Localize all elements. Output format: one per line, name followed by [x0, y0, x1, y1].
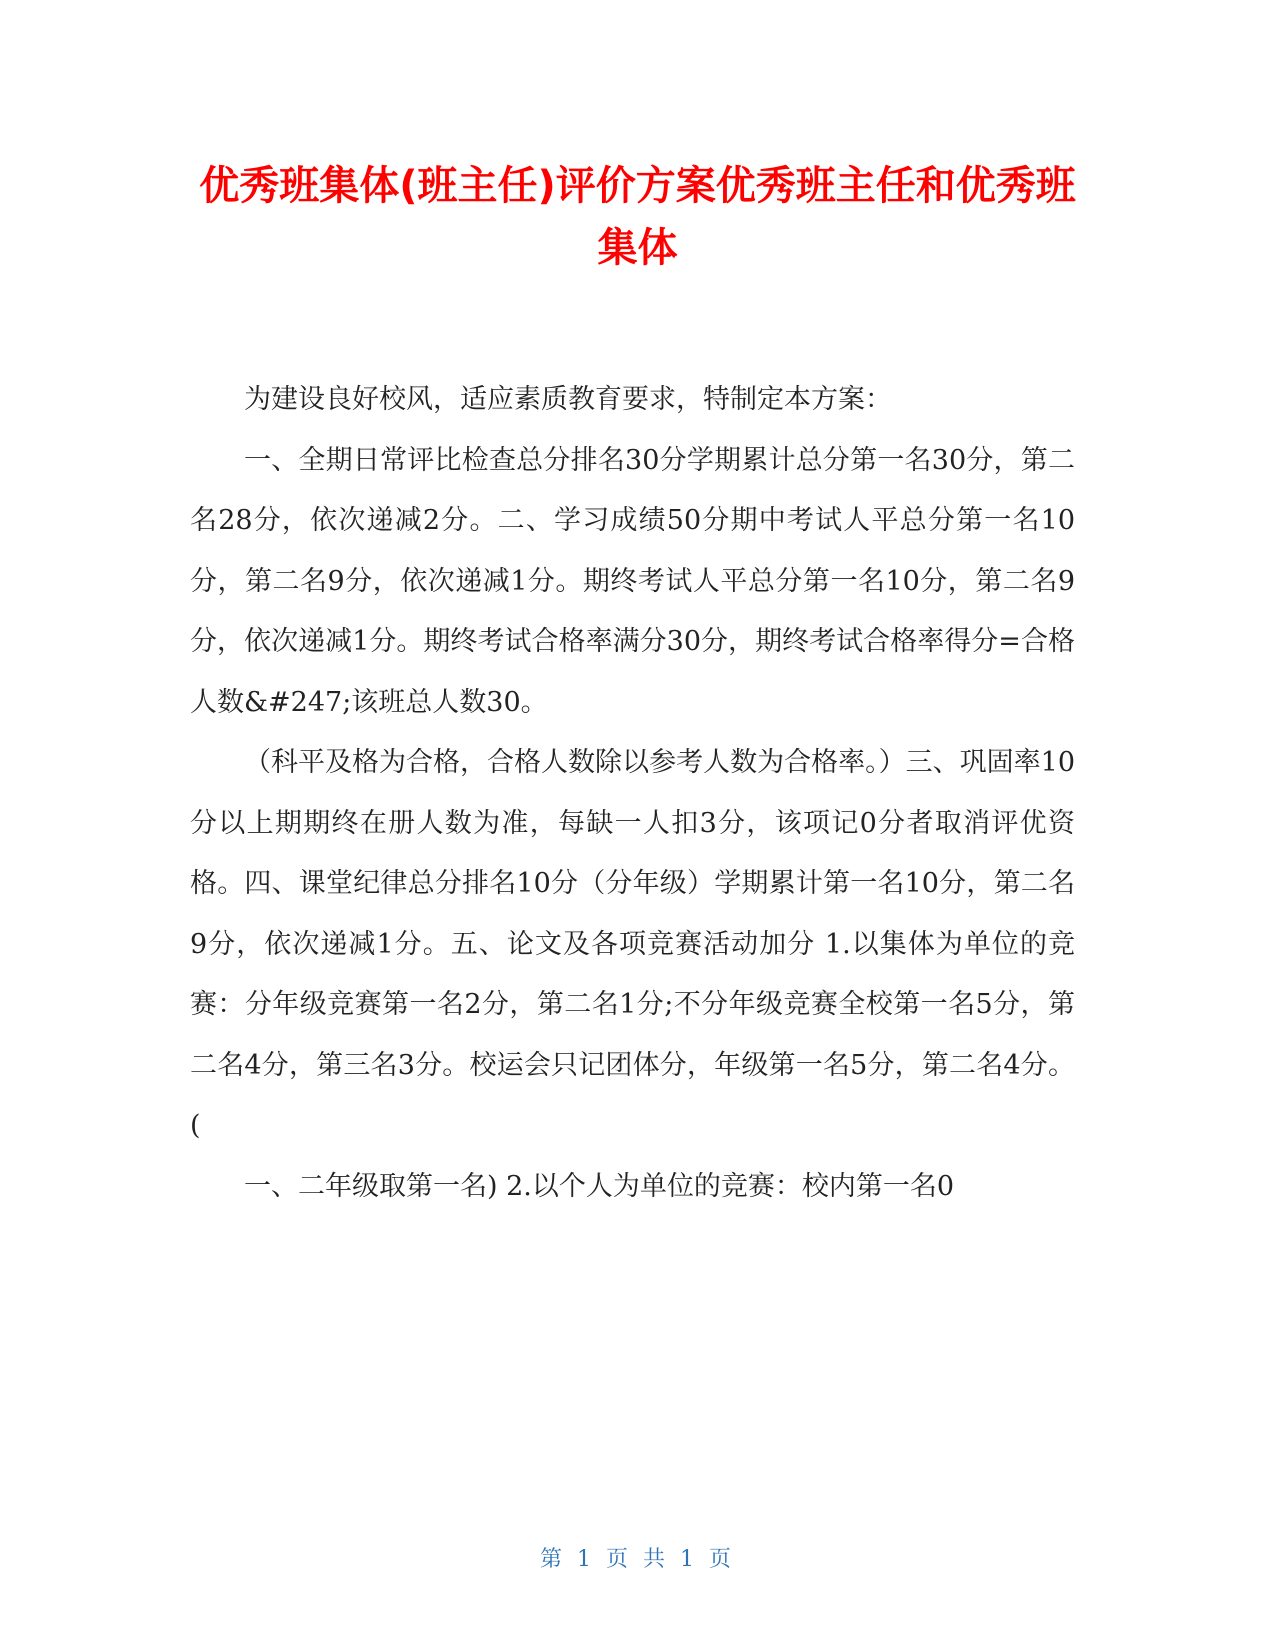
paragraph-scoring-2: （科平及格为合格，合格人数除以参考人数为合格率。）三、巩固率10分以上期期终在册人数为准，每缺一人扣3分，该项记0分者取消评优资格。四、课堂纪律总分排名10分（分年级）学期累计第一名10分，第二名9分，依次递减1分。五、论文及各项竞赛活动加分 1.以集体为单位的竞赛：分年级竞赛第一名2分，第二名1分;不分年级竞赛全校第一名5分，第二名4分，第三名3分。校运会只记团体分，年级第一名5分，第二名4分。( [190, 747, 1075, 1141]
paragraph-scoring-3: 一、二年级取第一名) 2.以个人为单位的竞赛：校内第一名0 [244, 1170, 955, 1202]
paragraph-intro: 为建设良好校风，适应素质教育要求，特制定本方案： [244, 384, 892, 415]
page-number-footer: 第 1 页 共 1 页 [540, 1547, 735, 1572]
document-body [190, 370, 1075, 1217]
document-title: 优秀班集体(班主任)评价方案优秀班主任和优秀班集体 [199, 163, 1076, 271]
paragraph-scoring-1: 一、全期日常评比检查总分排名30分学期累计总分第一名30分，第二名28分，依次递减2分。二、学习成绩50分期中考试人平总分第一名10分，第二名9分，依次递减1分。期终考试人平总分第一名10分，第二名9分，依次递减1分。期终考试合格率满分30分，期终考试合格率得分=合格人数&#247;该班总人数30。 [190, 444, 1075, 718]
